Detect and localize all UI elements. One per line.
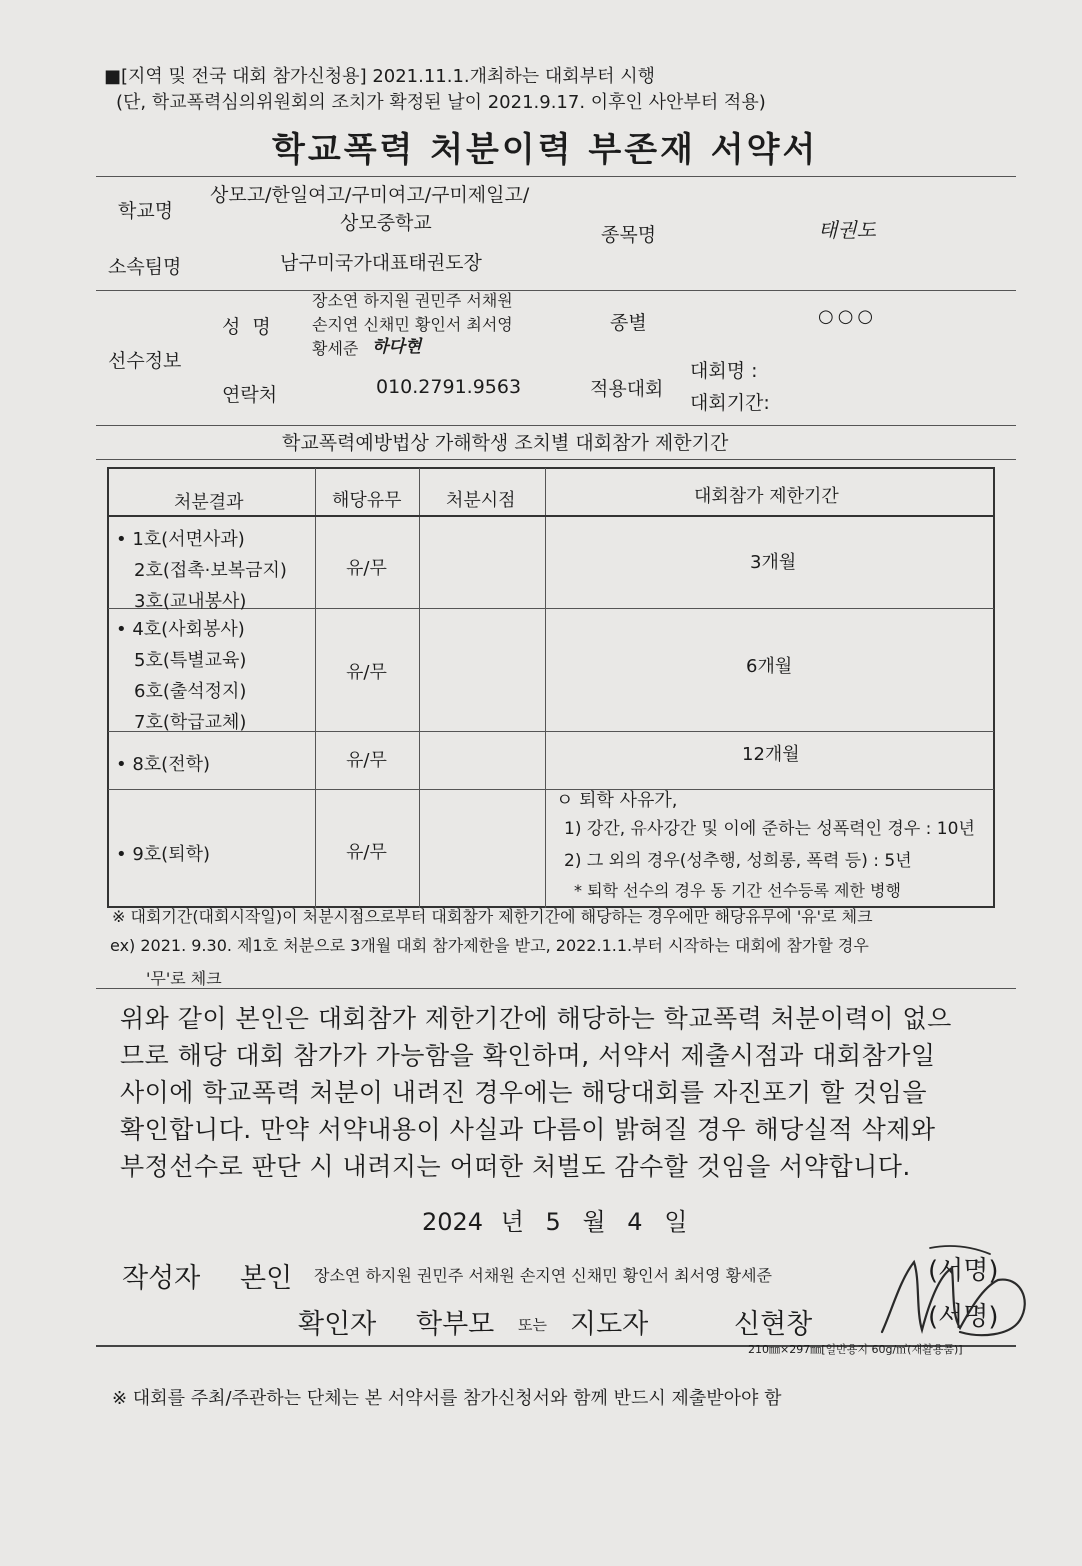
competition-name-label: 대회명 : (690, 360, 758, 382)
note-line-1: ※ 대회기간(대회시작일)이 처분시점으로부터 대회참가 제한기간에 해당하는 경우에만 해당유무에 '유'로 체크 (112, 907, 873, 926)
school-value-line1: 상모고/한일여고/구미여고/구미제일고/ (210, 184, 530, 206)
applicable-cell[interactable]: 유/무 (346, 750, 387, 771)
confirmer-role-coach: 지도자 (570, 1309, 649, 1340)
athlete-names-line2: 손지연 신채민 황인서 최서영 (312, 315, 513, 334)
event-value: 태권도 (818, 218, 876, 242)
contact-value: 010.2791.9563 (376, 376, 522, 398)
name-label: 성 명 (222, 316, 271, 338)
divider (96, 459, 1016, 460)
pledge-paragraph (120, 1000, 995, 1185)
contact-label: 연락처 (222, 384, 278, 406)
table-row-item: • 9호(퇴학) (116, 844, 210, 865)
notice-line-1: ■[지역 및 전국 대회 참가신청용] 2021.11.1.개최하는 대회부터 시행 (104, 66, 655, 87)
divider (96, 290, 1016, 291)
athlete-name-handwritten: 하다현 (372, 337, 422, 357)
applicable-cell[interactable]: 유/무 (346, 842, 387, 863)
applicable-cell[interactable]: 유/무 (346, 558, 387, 579)
row-divider (108, 515, 994, 517)
restriction-heading: 학교폭력예방법상 가해학생 조치별 대회참가 제한기간 (282, 432, 729, 454)
athlete-info-label: 선수정보 (108, 350, 182, 372)
period-cell: 6개월 (746, 656, 793, 677)
table-row-item: • 1호(서면사과) (116, 529, 245, 550)
notice-line-2: (단, 학교폭력심의위원회의 조치가 확정된 날이 2021.9.17. 이후인 사안부터 적용) (116, 92, 766, 113)
divider (96, 425, 1016, 426)
date-month-unit: 월 (582, 1208, 606, 1236)
footer-note: ※ 대회를 주최/주관하는 단체는 본 서약서를 참가신청서와 함께 반드시 제출받아야 함 (112, 1388, 782, 1409)
note-line-3: '무'로 체크 (146, 969, 222, 988)
category-value: ○○○ (818, 306, 878, 327)
period-note-line: 1) 강간, 유사강간 및 이에 준하는 성폭력인 경우 : 10년 (564, 819, 975, 839)
date-day-unit: 일 (664, 1208, 688, 1236)
category-label: 종별 (610, 312, 647, 334)
period-note-line: * 퇴학 선수의 경우 동 기간 선수등록 제한 병행 (574, 881, 901, 900)
team-value: 남구미국가대표태권도장 (280, 252, 482, 274)
sign-label-author: (서명) (928, 1256, 999, 1286)
table-row-item: 7호(학급교체) (134, 712, 247, 733)
date-month: 5 (545, 1208, 561, 1236)
table-row-item: • 8호(전학) (116, 754, 210, 775)
paper-spec: 210㎜×297㎜[일반용지 60g/㎡(재활용품)] (748, 1343, 963, 1356)
period-cell: 3개월 (750, 552, 797, 573)
column-header-applicable: 해당유무 (332, 490, 402, 511)
author-role: 본인 (240, 1263, 293, 1294)
team-label: 소속팀명 (108, 256, 182, 278)
column-divider (315, 468, 316, 908)
row-divider (108, 789, 994, 790)
athlete-names-line1: 장소연 하지원 권민주 서채원 (312, 291, 513, 310)
athlete-names-line3: 황세준 (312, 339, 359, 358)
pledge-line: 사이에 학교폭력 처분이 내려진 경우에는 해당대회를 자진포기 할 것임을 (120, 1078, 928, 1107)
sign-label-confirmer: (서명) (928, 1302, 999, 1332)
school-label: 학교명 (118, 200, 174, 222)
table-row-item: 5호(특별교육) (134, 650, 247, 671)
school-value-line2: 상모중학교 (340, 212, 432, 234)
author-names: 장소연 하지원 권민주 서채원 손지연 신채민 황인서 최서영 황세준 (314, 1266, 773, 1285)
author-label: 작성자 (122, 1263, 201, 1294)
confirmer-name: 신현창 (734, 1309, 813, 1340)
table-row-item: 2호(접촉·보복금지) (134, 560, 287, 581)
handwritten-signature (870, 1240, 1040, 1350)
column-header-period: 대회참가 제한기간 (694, 486, 839, 507)
period-cell: 12개월 (742, 744, 800, 765)
date-year-unit: 년 (500, 1208, 524, 1236)
applicable-cell[interactable]: 유/무 (346, 662, 387, 683)
period-note-line: ㅇ 퇴학 사유가, (556, 790, 678, 811)
table-row-item: • 4호(사회봉사) (116, 619, 245, 640)
confirmer-role-parent: 학부모 (416, 1309, 495, 1340)
column-divider (545, 468, 546, 908)
table-row-item: 6호(출석정지) (134, 681, 247, 702)
column-divider (419, 468, 420, 908)
pledge-line: 위와 같이 본인은 대회참가 제한기간에 해당하는 학교폭력 처분이력이 없으 (120, 1004, 952, 1033)
divider (96, 176, 1016, 177)
confirmer-or: 또는 (518, 1316, 547, 1334)
applied-competition-label: 적용대회 (590, 378, 664, 400)
pledge-line: 므로 해당 대회 참가가 가능함을 확인하며, 서약서 제출시점과 대회참가일 (120, 1041, 936, 1070)
event-label: 종목명 (601, 224, 657, 246)
pledge-line: 부정선수로 판단 시 내려지는 어떠한 처벌도 감수할 것임을 서약합니다. (120, 1152, 911, 1181)
pledge-line: 확인합니다. 만약 서약내용이 사실과 다름이 밝혀질 경우 해당실적 삭제와 (120, 1115, 936, 1144)
table-row-item: 3호(교내봉사) (134, 591, 247, 612)
date-year: 2024 (422, 1208, 484, 1236)
date (422, 1202, 687, 1237)
confirmer-label: 확인자 (298, 1309, 377, 1340)
competition-period-label: 대회기간: (690, 392, 770, 414)
period-note-line: 2) 그 외의 경우(성추행, 성희롱, 폭력 등) : 5년 (564, 851, 912, 871)
date-day: 4 (627, 1208, 643, 1236)
column-header-time: 처분시점 (446, 490, 516, 511)
column-header-result: 처분결과 (174, 492, 244, 513)
note-line-2: ex) 2021. 9.30. 제1호 처분으로 3개월 대회 참가제한을 받고, 2022.1.1.부터 시작하는 대회에 참가할 경우 (110, 936, 869, 955)
document-title: 학교폭력 처분이력 부존재 서약서 (272, 130, 819, 170)
divider (96, 988, 1016, 989)
